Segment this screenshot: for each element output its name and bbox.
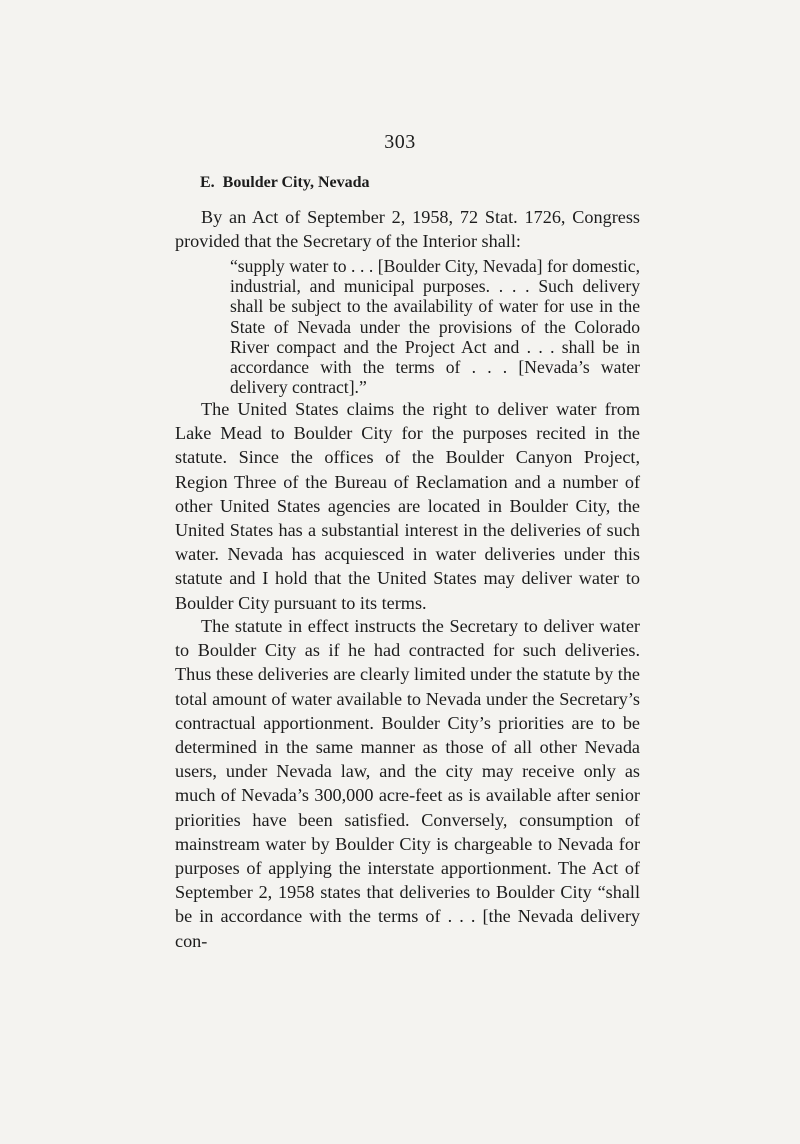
paragraph-intro: By an Act of September 2, 1958, 72 Stat. 1726, Congress provided that the Secretary of the Interior shall: [175, 207, 640, 252]
section-heading [200, 174, 370, 192]
section-letter: E. [200, 174, 215, 191]
statute-quotation: “supply water to . . . [Boulder City, Nevada] for domestic, industrial, and municipal purposes. . . . Such delivery shall be subject to the availability of water for use in the State of Nevada under the provisions of the Colorado River compact and the Project Act and . . . shall be in accordance with the terms of . . . [Nevada’s water delivery contract].” [230, 256, 640, 398]
paragraph-statute-effect: The statute in effect instructs the Secretary to deliver water to Boulder City as if he had contracted for such deliveries. Thus these deliveries are clearly limited under the statute by the total amount of water available to Nevada under the Secretary’s contractual apportionment. Boulder City’s priorities are to be determined in the same manner as those of all other Nevada users, under Nevada law, and the city may receive only as much of Nevada’s 300,000 acre-feet as is available after senior priorities have been satisfied. Conversely, consumption of mainstream water by Boulder City is chargeable to Nevada for purposes of applying the interstate apportionment. The Act of September 2, 1958 states that deliveries to Boulder City “shall be in accordance with the terms of . . . [the Nevada delivery con- [175, 616, 640, 951]
page-number: 303 [384, 131, 416, 153]
paragraph-united-states-claim: The United States claims the right to deliver water from Lake Mead to Boulder City for the purposes recited in the statute. Since the offices of the Boulder Canyon Project, Region Three of the Bureau of Reclamation and a number of other United States agencies are located in Boulder City, the United States has a substantial interest in the deliveries of such water. Nevada has acquiesced in water deliveries under this statute and I hold that the United States may deliver water to Boulder City pursuant to its terms. [175, 399, 640, 613]
section-title: Boulder City, Nevada [222, 174, 370, 191]
